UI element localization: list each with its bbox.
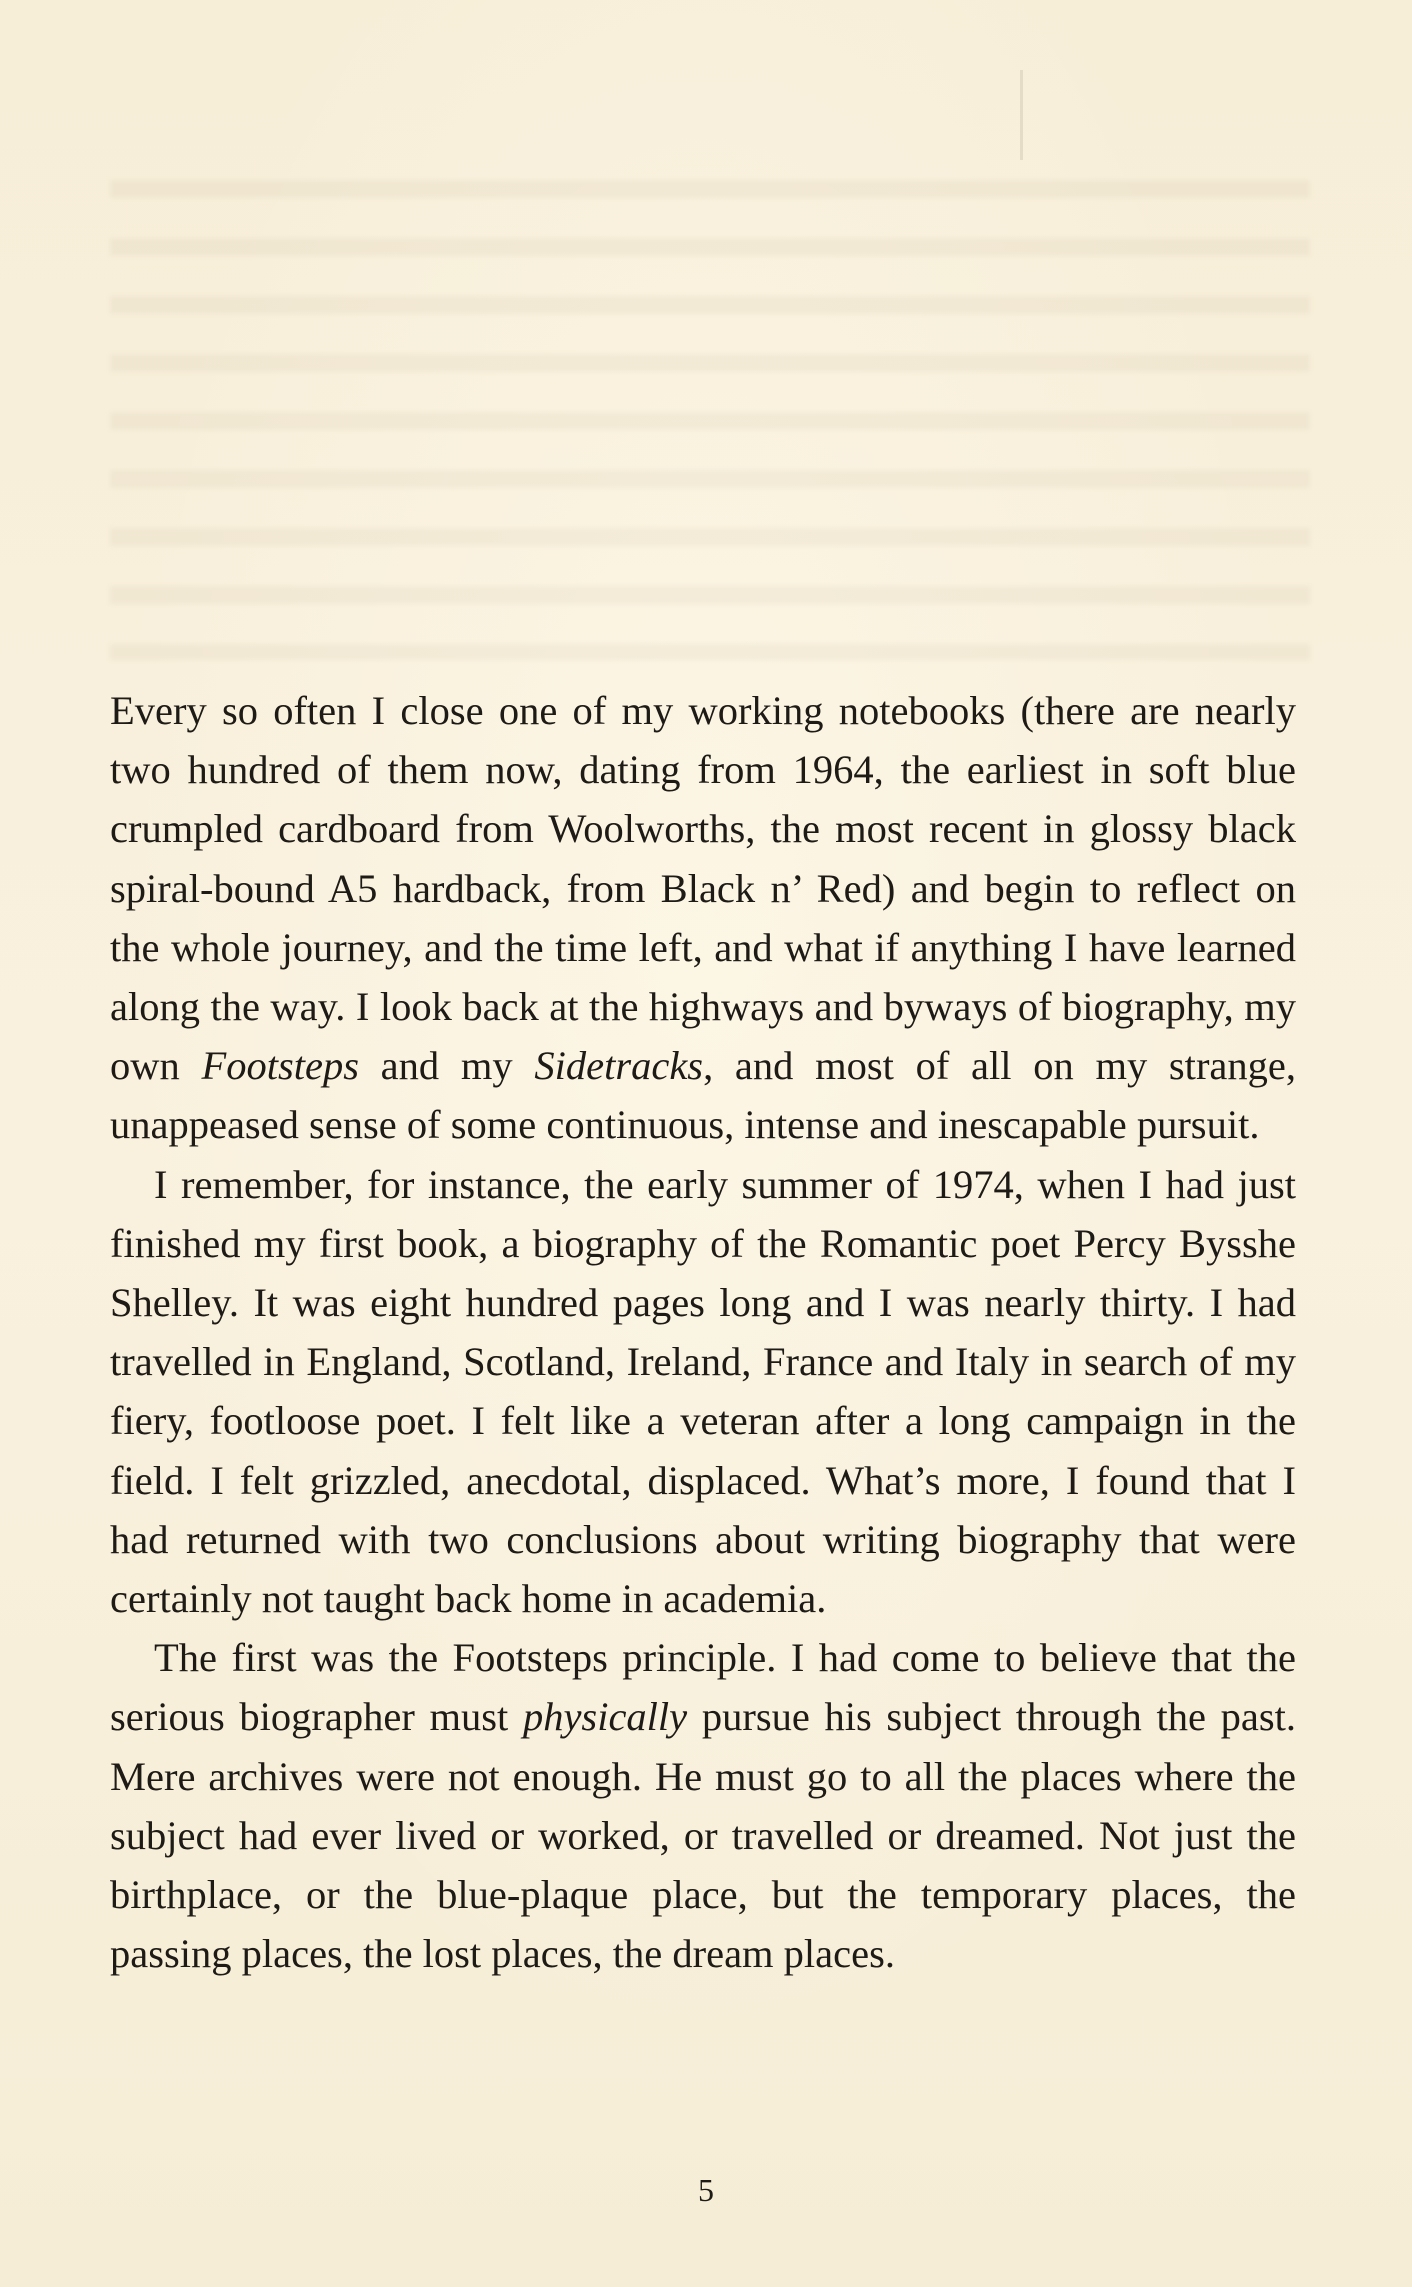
emphasis-physically: physically xyxy=(522,1694,688,1740)
paragraph-1 xyxy=(110,681,1296,1155)
paragraph-3-text-1: The first was the Footsteps principle. I had come to believe that the serious biographer must xyxy=(110,1635,1296,1740)
paragraph-2-text: I remember, for instance, the early summer of 1974, when I had just finished my first book, a biography of the Romantic poet Percy Bysshe Shelley. It was eight hundred pages long and I was nearly thirty. I had travelled in England, Scotland, Ireland, France and Italy in search of my fiery, footloose poet. I felt like a veteran after a long campaign in the field. I felt grizzled, anecdotal, displaced. What’s more, I found that I had returned with two conclusions about writing biography that were certainly not taught back home in academia. xyxy=(110,1161,1296,1622)
paragraph-3 xyxy=(110,1628,1296,1983)
paragraph-3-text-2: pursue his subject through the past. Mere archives were not enough. He must go to all the places where the subject had ever lived or worked, or travelled or dreamed. Not just the birthplace, or the blue-plaque place, but the temporary places, the passing places, the lost places, the dream places. xyxy=(110,1694,1296,1977)
paragraph-1-text-3: , and most of all on my strange, unappeased sense of some continuous, intense and inescapable pursuit. xyxy=(110,1043,1297,1148)
body-text xyxy=(110,681,1296,1983)
book-title-sidetracks: Sidetracks xyxy=(534,1043,704,1089)
book-title-footsteps: Footsteps xyxy=(201,1043,359,1089)
show-through-mark xyxy=(1020,70,1023,160)
paragraph-1-text-2: and my xyxy=(358,1043,535,1089)
paragraph-2 xyxy=(110,1155,1296,1629)
page-number: 5 xyxy=(698,2172,714,2208)
paragraph-1-text-1: Every so often I close one of my working notebooks (there are nearly two hundred of them now, dating from 1964, the earliest in soft blue crumpled cardboard from Woolworths, the most recent in glossy black spiral-bound A5 hardback, from Black n’ Red) and begin to reflect on the whole journey, and the time left, and what if anything I have learned along the way. I look back at the highways and byways of biography, my own xyxy=(110,688,1296,1089)
show-through-texture xyxy=(110,140,1310,660)
